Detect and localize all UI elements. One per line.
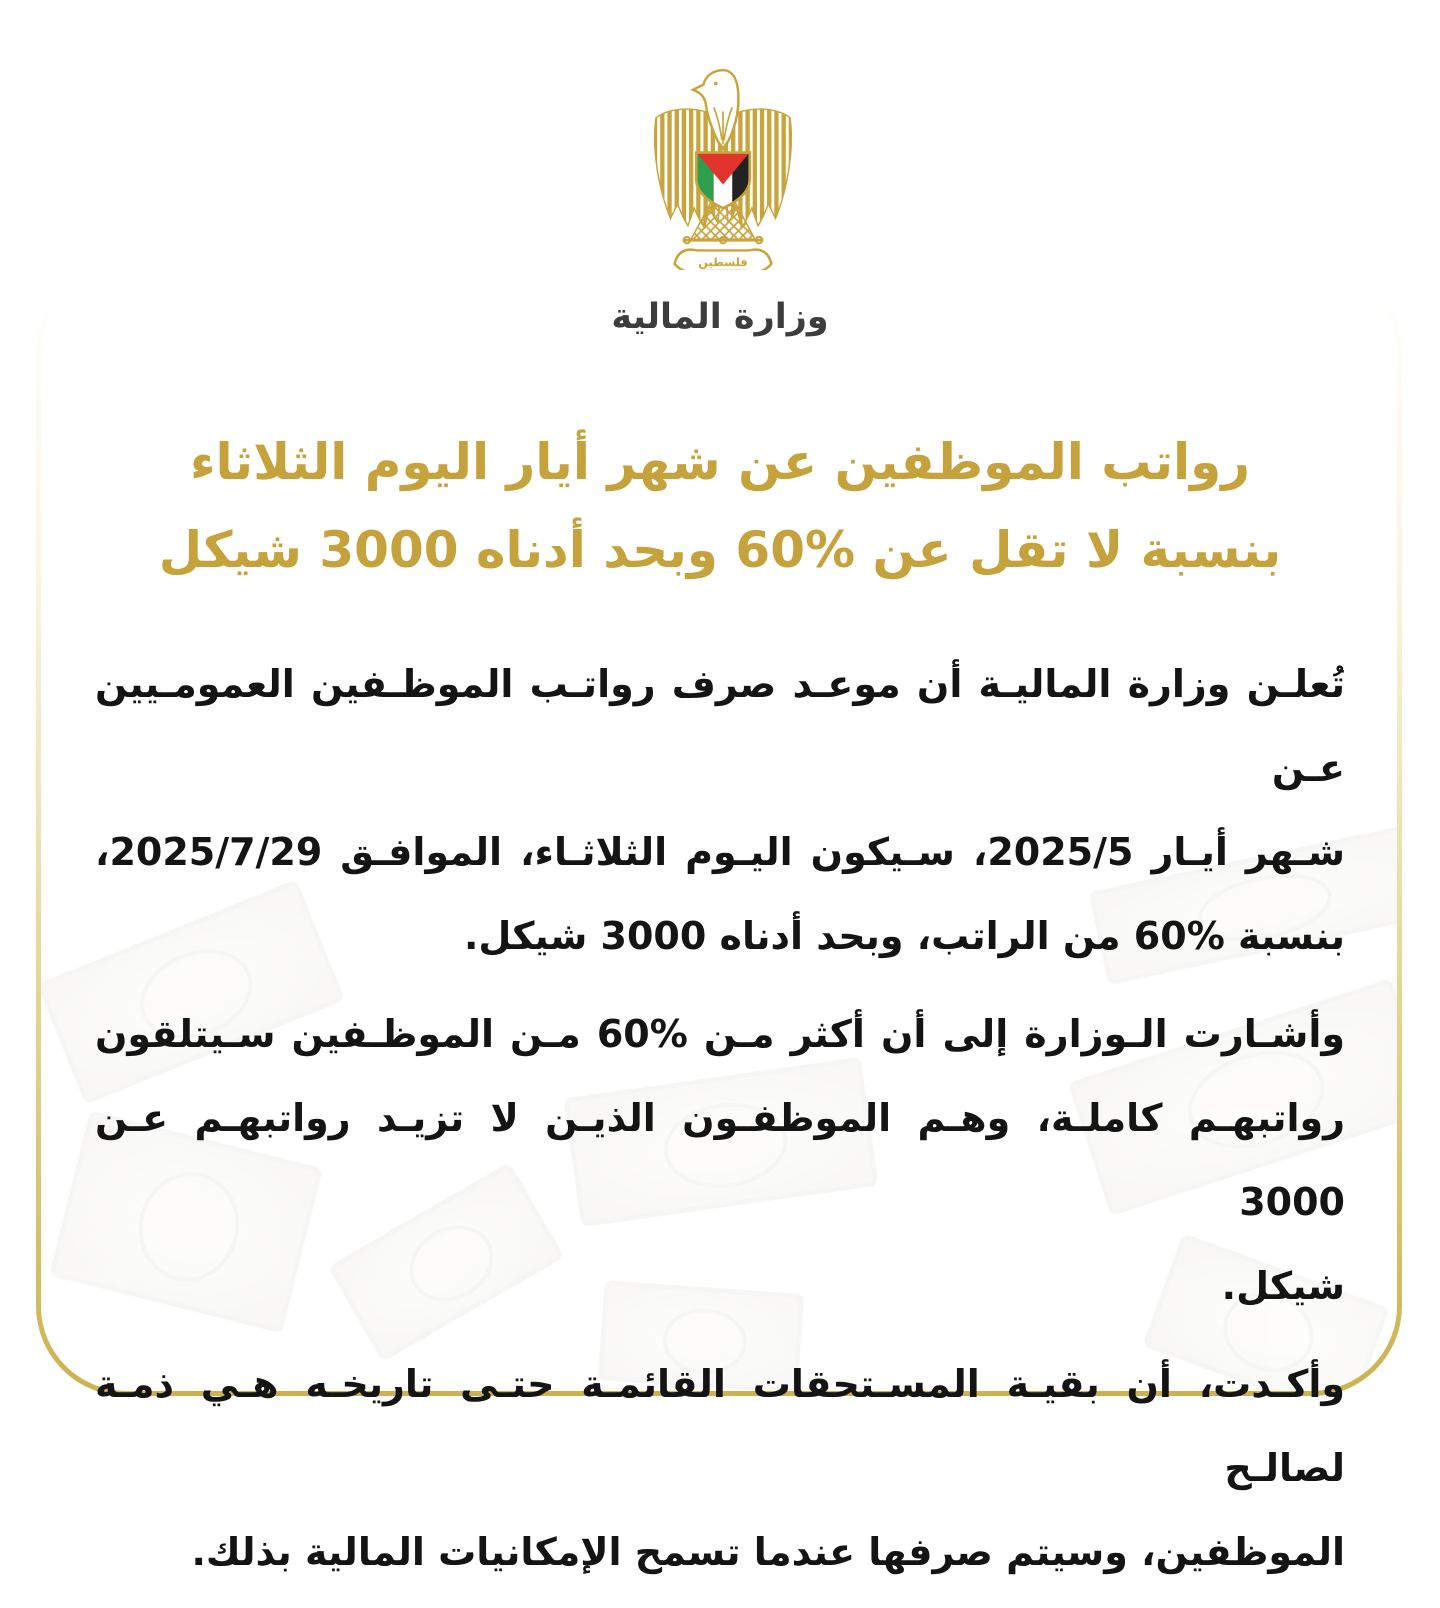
title-line-2: بنسبة لا تقل عن %60 وبحد أدناه 3000 شيكل [158,521,1282,579]
paragraph [95,992,1345,1328]
title-line-1: رواتب الموظفين عن شهر أيار اليوم الثلاثاء [189,433,1251,491]
paragraph-line: وأكـدت، أن بقيـة المسـتحقات القائمـة حتـى تاريخـه هـي ذمـة لصالـح [95,1362,1345,1490]
article-body [95,642,1345,1608]
paragraph [95,1342,1345,1594]
palestine-eagle-emblem [645,64,801,270]
paragraph-line: شـهر أيـار 2025/5، سـيكون اليـوم الثلاثـاء، الموافـق 2025/7/29، [95,830,1345,874]
ministry-logo [645,64,801,270]
paragraph-line: بنسبة %60 من الراتب، وبحد أدناه 3000 شيكل. [463,914,1345,958]
paragraph [95,642,1345,978]
paragraph-line: وأشـارت الـوزارة إلى أن أكثر مـن %60 مـن الموظـفين سـيتلقون [95,1012,1345,1056]
announcement-title [55,418,1385,594]
paragraph-line: رواتبهـم كاملـة، وهـم الموظفـون الذيـن لا تزيـد رواتبهـم عـن 3000 [95,1096,1345,1224]
eagle-eye [714,82,718,86]
paragraph-line: الموظفين، وسيتم صرفها عندما تسمح الإمكانيات المالية بذلك. [191,1530,1345,1574]
ministry-name: وزارة المالية [611,297,829,337]
paragraph-line: شيكل. [1221,1264,1345,1308]
paragraph-line: تُعلـن وزارة الماليـة أن موعـد صرف رواتـب الموظـفين العمومـيين عـن [95,662,1345,790]
scroll-text: فلسطين [698,254,748,269]
